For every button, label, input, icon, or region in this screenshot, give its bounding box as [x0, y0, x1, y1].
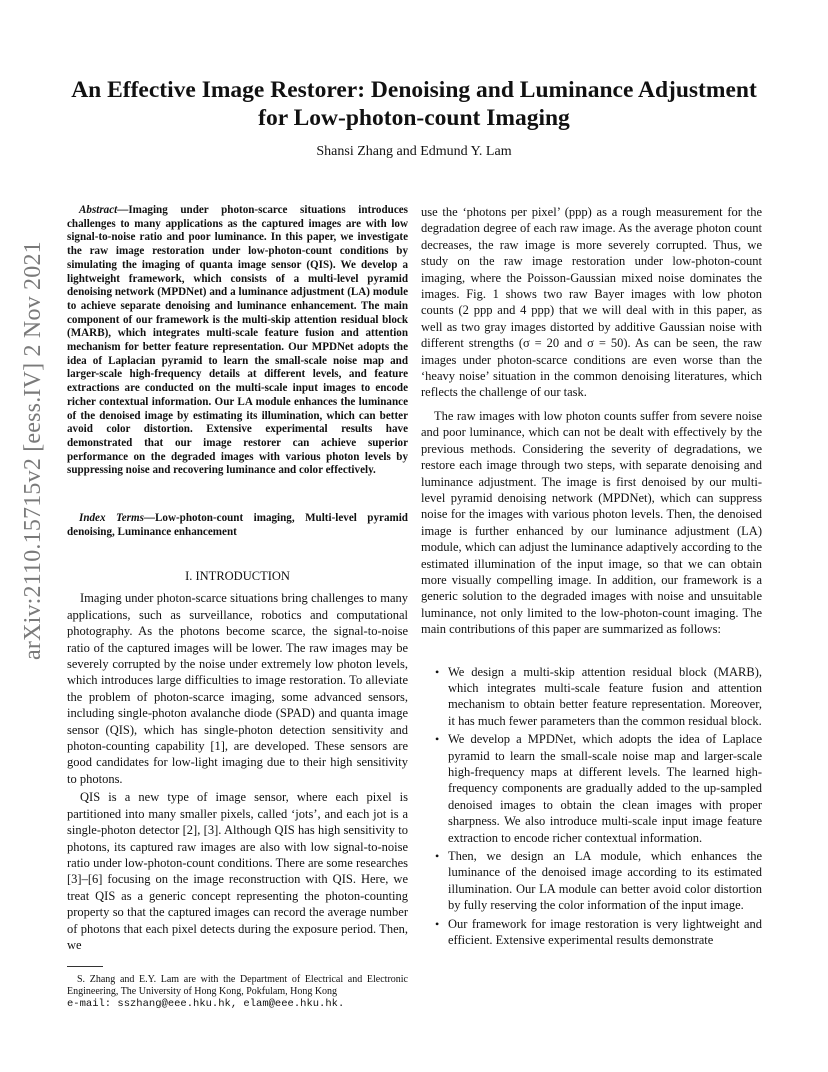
- author-affiliation-footnote: [67, 974, 408, 1010]
- contribution-text: Then, we design an LA module, which enhances the luminance of the denoised image according to its estimated illumination. Our LA module can better avoid color distortion by fully reserving the color information of the input image.: [448, 849, 762, 913]
- contribution-text: We develop a MPDNet, which adopts the idea of Laplace pyramid to learn the small-scale noise map and larger-scale high-frequency maps at different levels. The learned high-frequency components are gradually added to the up-sampled denoised images to obtain the clean images with proper sharpness. We also introduce multi-scale input image feature extraction to encode richer contextual information.: [448, 732, 762, 845]
- bullet-icon: •: [435, 664, 440, 679]
- title-line-2: for Low-photon-count Imaging: [258, 105, 570, 131]
- bullet-icon: •: [435, 916, 440, 931]
- section-first-letter: I: [195, 569, 200, 584]
- list-item: [421, 916, 762, 949]
- contribution-text: We design a multi-skip attention residual block (MARB), which integrates multi-scale feature fusion and attention mechanism to obtain better feature representation. Moreover, it has much fewer parameters than the common residual block.: [448, 664, 762, 728]
- arxiv-identifier: arXiv:2110.15715v2 [eess.IV] 2 Nov 2021: [20, 241, 46, 660]
- abstract-label: Abstract: [79, 204, 118, 216]
- intro-paragraph-4: The raw images with low photon counts suffer from severe noise and poor luminance, which can not be dealt with effectively by the previous methods. Considering the severity of degradations, we restore each image through two steps, with separate denoising and luminance adjustment. The image is first denoised by our multi-level pyramid denoising network (MPDNet), which can suppress noise for the images with various photon levels. Then, the denoised image is further enhanced by our luminance adjustment (LA) module, which can adjust the luminance adaptively according to the estimated illumination of the input image, so that we can obtain more visually compelling image. In addition, our framework is a generic solution to the degraded images with noise and unsuitable luminance, not only limited to the low-photon-count imaging. The main contributions of this paper are summarized as follows:: [421, 408, 762, 637]
- abstract-text: —Imaging under photon-scarce situations introduces challenges to many applications as the captured images are with low signal-to-noise ratio and poor luminance. In this paper, we investigate the raw image restoration under low-photon-count conditions by simulating the imaging of quanta image sensor (QIS). We develop a lightweight framework, which consists of a multi-level pyramid denoising network (MPDNet) and a luminance adjustment (LA) module to achieve separate denoising and luminance enhancement. The main component of our framework is the multi-skip attention residual block (MARB), which integrates multi-scale feature fusion and attention mechanism for better feature representation. Our MPDNet adopts the idea of Laplacian pyramid to learn the small-scale noise map and larger-scale high-frequency details at different levels, and feature extractions are conducted on the multi-scale input images to encode richer contextual information. Our LA module enhances the luminance of the denoised image by estimating its illumination, which can better avoid color distortion. Extensive experimental results have demonstrated that our image restorer can achieve superior performance on the degraded images with various photon levels by suppressing noise and recovering luminance and color effectively.: [67, 204, 408, 477]
- left-column: [67, 204, 408, 953]
- author-email: e-mail: sszhang@eee.hku.hk, elam@eee.hku.hk.: [67, 998, 345, 1010]
- contributions-list: [421, 664, 762, 949]
- right-column: [421, 204, 762, 950]
- intro-paragraph-3: use the ‘photons per pixel’ (ppp) as a rough measurement for the degradation degree of each raw image. As the average photon count decreases, the raw image is more severely corrupted. Thus, we study on the raw image restoration under low-photon-count imaging, where the Poisson-Gaussian mixed noise dominates the images. Fig. 1 shows two raw Bayer images with low photon counts (2 ppp and 4 ppp) that we will deal with in this paper, as well as two gray images distorted by additive Gaussian noise with different strengths (σ = 20 and σ = 50). As can be seen, the raw images under photon-scarce conditions are even worse than the ‘heavy noise’ situation in the common denoising literatures, which reflects the challenge of our task.: [421, 205, 762, 400]
- bullet-icon: •: [435, 849, 440, 864]
- index-terms-label: Index Terms: [79, 512, 144, 524]
- footnote-divider: [67, 966, 103, 967]
- section-heading-introduction: [67, 569, 408, 584]
- index-terms-text: —Low-photon-count imaging, Multi-level pyramid denoising, Luminance enhancement: [67, 512, 408, 538]
- author-list: Shansi Zhang and Edmund Y. Lam: [316, 144, 512, 159]
- section-numeral: I.: [185, 569, 196, 584]
- section-title-rest: NTRODUCTION: [199, 569, 290, 584]
- bullet-icon: •: [435, 732, 440, 747]
- list-item: [421, 731, 762, 846]
- index-terms: [67, 512, 408, 539]
- title-line-1: An Effective Image Restorer: Denoising and Luminance Adjustment: [71, 77, 757, 103]
- contribution-text: Our framework for image restoration is very lightweight and efficient. Extensive experimental results demonstrate: [448, 916, 762, 948]
- intro-paragraph-1: Imaging under photon-scarce situations bring challenges to many applications, such as surveillance, robotics and computational photography. As the photons become scarce, the signal-to-noise ratio of the captured images will be lower. The raw images may be severely corrupted by the noise under extremely low photon levels, which introduces large difficulties to image restoration. To alleviate the problem of photon-scarce imaging, some advanced sensors, including single-photon avalanche diode (SPAD) and quanta image sensor (QIS), which has single-photon detection sensitivity and photon-counting capability [1], are developed. These sensors are good candidates for low-light imaging due to their high sensitivity to photons.: [67, 591, 408, 786]
- abstract: [67, 204, 408, 500]
- list-item: [421, 848, 762, 914]
- list-item: [421, 664, 762, 730]
- paper-title: [60, 76, 768, 132]
- footnote-text: S. Zhang and E.Y. Lam are with the Department of Electrical and Electronic Engineering, The University of Hong Kong, Pokfulam, Hong Kong: [67, 974, 408, 997]
- intro-paragraph-2: QIS is a new type of image sensor, where each pixel is partitioned into many smaller pixels, called ‘jots’, and each jot is a single-photon detector [2], [3]. Although QIS has high sensitivity to photons, its captured raw images are also with low signal-to-noise ratio under low-photon-count conditions. There are some researches [3]–[6] focusing on the image reconstruction with QIS. Here, we treat QIS as a generic concept representing the photon-counting property so that the captured images can record the average number of photons that each pixel detects during the exposure period. Then, we: [67, 790, 408, 952]
